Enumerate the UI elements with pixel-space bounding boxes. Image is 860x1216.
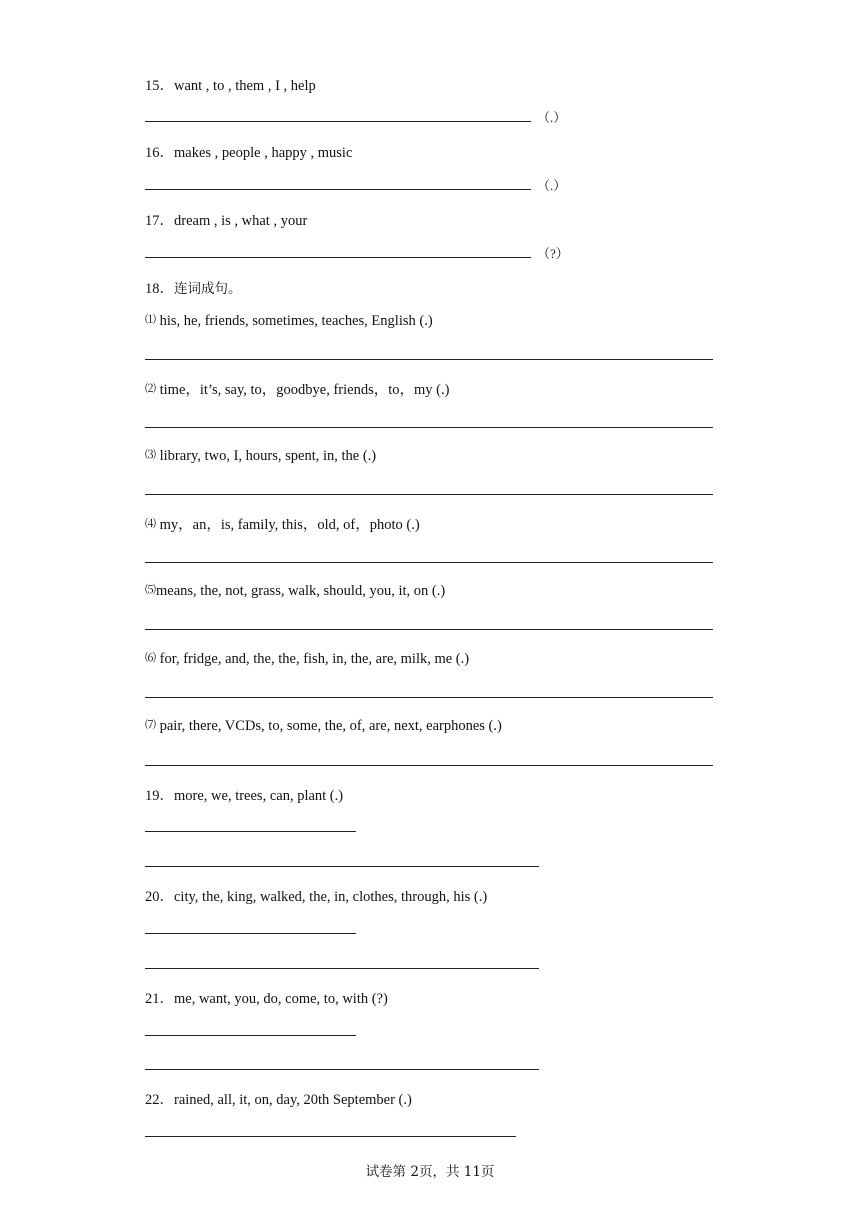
sub-item-number: ⑷ — [145, 518, 156, 530]
sub-item-text: time，it’s, say, to，goodbye, friends，to，my (.) — [156, 382, 450, 398]
answer-line[interactable] — [145, 494, 713, 495]
question-text: want , to , them , I , help — [174, 78, 316, 94]
answer-line[interactable] — [145, 189, 531, 190]
question-17 — [145, 209, 307, 230]
question-number: 19． — [145, 788, 174, 804]
answer-line[interactable] — [145, 697, 713, 698]
answer-line[interactable] — [145, 562, 713, 563]
end-punctuation: （.） — [537, 110, 567, 125]
question-text: me, want, you, do, come, to, with (?) — [174, 991, 388, 1007]
question-number: 15． — [145, 78, 174, 94]
sub-item-number: ⑵ — [145, 383, 156, 395]
sub-item-5 — [145, 581, 445, 600]
answer-line[interactable] — [145, 427, 713, 428]
answer-line-short[interactable] — [145, 831, 356, 832]
answer-line[interactable] — [145, 765, 713, 766]
question-number: 20． — [145, 889, 174, 905]
question-number: 18． — [145, 281, 174, 297]
sub-item-number: ⑶ — [145, 449, 156, 461]
sub-item-7 — [145, 716, 502, 735]
sub-item-3 — [145, 446, 376, 465]
answer-line[interactable] — [145, 359, 713, 360]
question-text: dream , is , what , your — [174, 213, 308, 229]
answer-line-short[interactable] — [145, 1035, 356, 1036]
sub-item-number: ⑺ — [145, 719, 156, 731]
sub-item-text: my，an，is, family, this，old, of，photo (.) — [156, 517, 420, 533]
answer-line[interactable] — [145, 968, 539, 969]
sub-item-2 — [145, 378, 449, 399]
sub-item-text: pair, there, VCDs, to, some, the, of, are, next, earphones (.) — [156, 718, 502, 734]
answer-line-short[interactable] — [145, 933, 356, 934]
end-punctuation: （.） — [537, 178, 567, 193]
question-16 — [145, 141, 352, 162]
question-number: 16． — [145, 145, 174, 161]
question-19 — [145, 784, 343, 805]
sub-item-text: for, fridge, and, the, the, fish, in, the, are, milk, me (.) — [156, 651, 470, 667]
question-20 — [145, 885, 487, 906]
sub-item-number: ⑸ — [145, 584, 156, 596]
sub-item-text: means, the, not, grass, walk, should, you, it, on (.) — [156, 583, 446, 599]
answer-line[interactable] — [145, 629, 713, 630]
sub-item-4 — [145, 513, 420, 534]
sub-item-text: library, two, I, hours, spent, in, the (.) — [156, 448, 377, 464]
sub-item-number: ⑹ — [145, 652, 156, 664]
question-text: rained, all, it, on, day, 20th September (.) — [174, 1092, 412, 1108]
question-number: 21． — [145, 991, 174, 1007]
question-15 — [145, 74, 316, 95]
answer-line[interactable] — [145, 121, 531, 122]
answer-line[interactable] — [145, 866, 539, 867]
question-text: city, the, king, walked, the, in, clothes, through, his (.) — [174, 889, 488, 905]
page-footer: 试卷第 2页，共 11页 — [365, 1164, 495, 1180]
question-number: 17． — [145, 213, 174, 229]
question-text: makes , people , happy , music — [174, 145, 353, 161]
sub-item-6 — [145, 649, 469, 668]
sub-item-number: ⑴ — [145, 314, 156, 326]
question-number: 22． — [145, 1092, 174, 1108]
question-text: 连词成句。 — [174, 281, 242, 297]
sub-item-1 — [145, 311, 433, 330]
question-text: more, we, trees, can, plant (.) — [174, 788, 344, 804]
answer-line[interactable] — [145, 257, 531, 258]
sub-item-text: his, he, friends, sometimes, teaches, English (.) — [156, 313, 433, 329]
question-18 — [145, 277, 242, 298]
question-22 — [145, 1088, 412, 1109]
answer-line[interactable] — [145, 1136, 516, 1137]
answer-line[interactable] — [145, 1069, 539, 1070]
question-21 — [145, 987, 388, 1008]
end-punctuation: （?） — [537, 246, 569, 261]
